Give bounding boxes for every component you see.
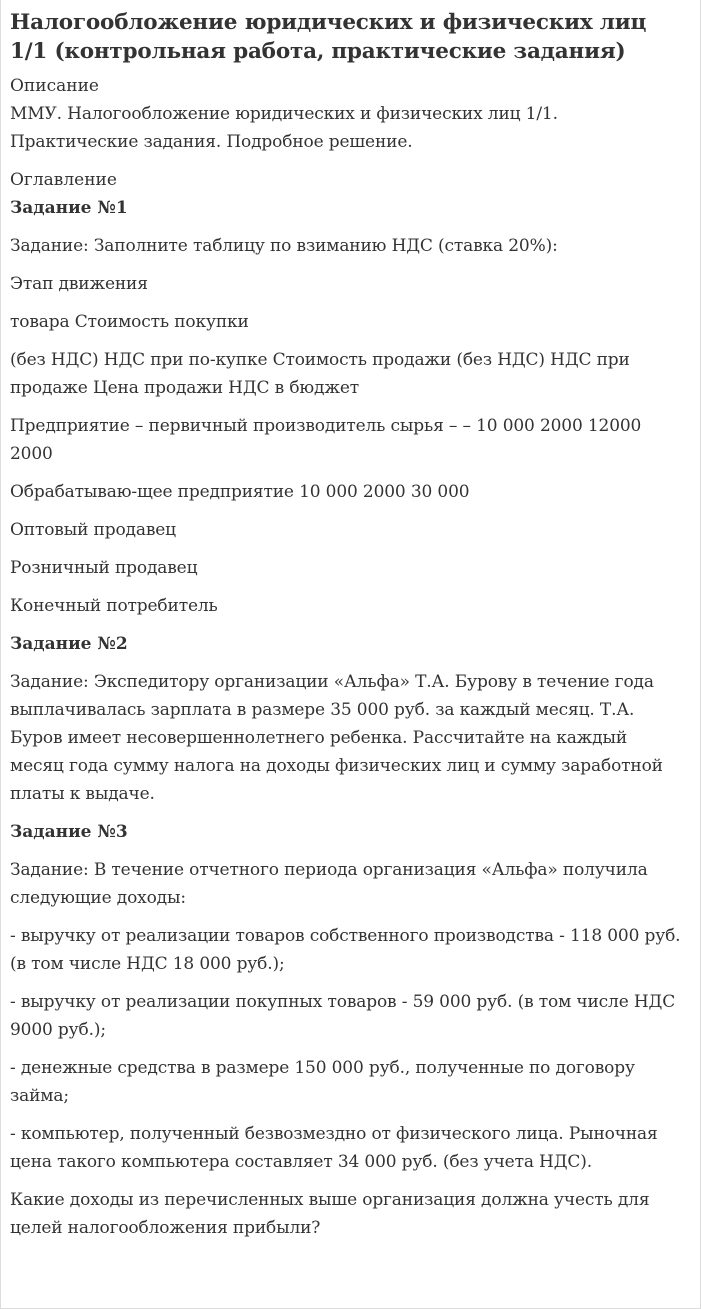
task1-paragraph: Задание: Заполните таблицу по взиманию НДС (ставка 20%):	[10, 236, 558, 256]
task3-paragraph: - денежные средства в размере 150 000 руб., полученные по договору займа;	[10, 1058, 635, 1106]
task1-paragraph: товара Стоимость покупки	[10, 312, 249, 332]
task1-paragraph: Оптовый продавец	[10, 520, 176, 540]
task3-paragraph: - выручку от реализации товаров собственного производства - 118 000 руб. (в том числе НДС 18 000 руб.);	[10, 926, 681, 974]
document-page	[1, 0, 700, 1242]
toc-link[interactable]: Оглавление	[10, 170, 117, 190]
task1-paragraph: Розничный продавец	[10, 558, 198, 578]
task3-paragraph: Задание: В течение отчетного периода организация «Альфа» получила следующие доходы:	[10, 860, 648, 908]
task3-heading: Задание №3	[10, 822, 128, 842]
task3-paragraph: - компьютер, полученный безвозмездно от физического лица. Рыночная цена такого компьютера составляет 34 000 руб. (без учета НДС).	[10, 1124, 658, 1172]
task2-heading: Задание №2	[10, 634, 128, 654]
description-text: ММУ. Налогообложение юридических и физических лиц 1/1. Практические задания. Подробное решение.	[10, 104, 558, 152]
task1-heading: Задание №1	[10, 198, 128, 218]
task2-paragraph: Задание: Экспедитору организации «Альфа» Т.А. Бурову в течение года выплачивалась зарплата в размере 35 000 руб. за каждый месяц. Т.А. Буров имеет несовершеннолетнего ребенка. Рассчитайте на каждый месяц года сумму налога на доходы физических лиц и сумму заработной платы к выдаче.	[10, 672, 663, 804]
task1-paragraph: (без НДС) НДС при по-купке Стоимость продажи (без НДС) НДС при продаже Цена продажи НДС в бюджет	[10, 350, 630, 398]
task1-paragraph: Предприятие – первичный производитель сырья – – 10 000 2000 12000 2000	[10, 416, 642, 464]
task1-paragraph: Конечный потребитель	[10, 596, 218, 616]
page-title: Налогообложение юридических и физических лиц 1/1 (контрольная работа, практические задания)	[10, 10, 647, 64]
task1-paragraph: Обрабатываю-щее предприятие 10 000 2000 30 000	[10, 482, 470, 502]
description-label: Описание	[10, 76, 99, 96]
task3-paragraph: Какие доходы из перечисленных выше организация должна учесть для целей налогообложения прибыли?	[10, 1190, 650, 1238]
task3-paragraph: - выручку от реализации покупных товаров - 59 000 руб. (в том числе НДС 9000 руб.);	[10, 992, 676, 1040]
task1-paragraph: Этап движения	[10, 274, 148, 294]
